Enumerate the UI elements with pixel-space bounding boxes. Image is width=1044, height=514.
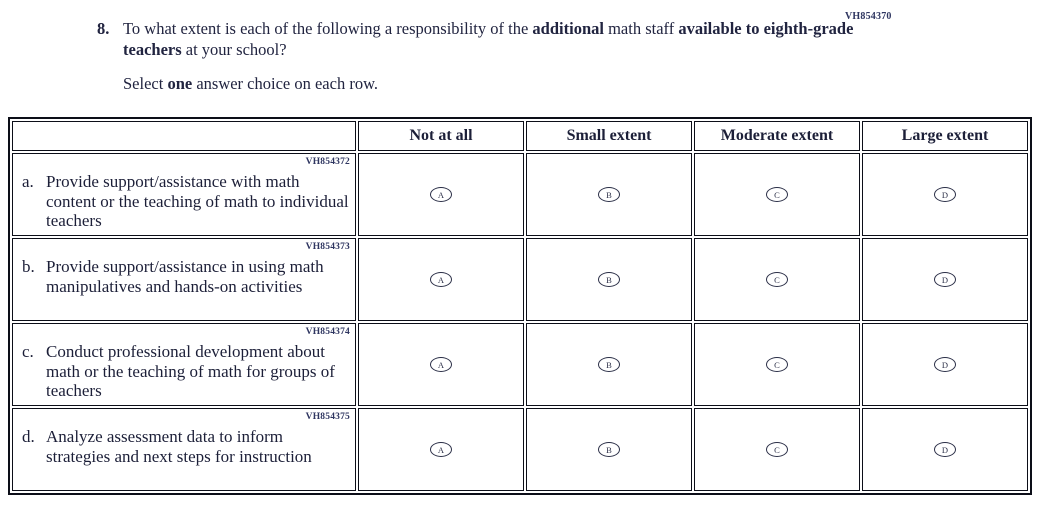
answer-cell xyxy=(694,323,860,406)
answer-cell xyxy=(358,323,524,406)
question-accession-code: VH854370 xyxy=(845,11,892,22)
table-row-c xyxy=(12,323,1028,406)
question-block xyxy=(97,18,867,94)
item-statement xyxy=(18,257,350,296)
table-row-b xyxy=(12,238,1028,321)
stem-text: math staff xyxy=(603,19,679,38)
stem-bold-available: available to eighth-grade teachers xyxy=(123,19,854,59)
answer-cell xyxy=(862,153,1028,236)
answer-cell xyxy=(358,408,524,491)
answer-cell xyxy=(358,238,524,321)
answer-cell xyxy=(526,408,692,491)
answer-cell xyxy=(526,238,692,321)
item-cell-a xyxy=(12,153,356,236)
answer-bubble-c-A[interactable]: A xyxy=(430,357,452,372)
item-letter: a. xyxy=(22,172,34,191)
answer-bubble-d-B[interactable]: B xyxy=(598,442,620,457)
item-letter: c. xyxy=(22,342,34,361)
answer-bubble-d-D[interactable]: D xyxy=(934,442,956,457)
item-letter: d. xyxy=(22,427,35,446)
row-accession-code: VH854373 xyxy=(305,242,350,252)
answer-bubble-c-B[interactable]: B xyxy=(598,357,620,372)
answer-bubble-a-C[interactable]: C xyxy=(766,187,788,202)
answer-bubble-c-D[interactable]: D xyxy=(934,357,956,372)
item-text: Provide support/assistance with math content or the teaching of math to individual teachers xyxy=(46,172,349,230)
column-header-not-at-all: Not at all xyxy=(358,121,524,151)
item-cell-c xyxy=(12,323,356,406)
answer-cell xyxy=(862,323,1028,406)
answer-cell xyxy=(862,238,1028,321)
answer-bubble-d-A[interactable]: A xyxy=(430,442,452,457)
question-number: 8. xyxy=(97,19,110,38)
answer-cell xyxy=(526,153,692,236)
answer-bubble-b-C[interactable]: C xyxy=(766,272,788,287)
question-instruction xyxy=(123,73,867,94)
answer-bubble-d-C[interactable]: C xyxy=(766,442,788,457)
answer-bubble-b-B[interactable]: B xyxy=(598,272,620,287)
question-stem xyxy=(123,18,863,60)
answer-cell xyxy=(526,323,692,406)
response-table xyxy=(8,117,1032,495)
instruction-text: Select xyxy=(123,74,168,93)
corner-cell xyxy=(12,121,356,151)
answer-cell xyxy=(694,408,860,491)
instruction-bold-one: one xyxy=(167,74,193,93)
instruction-text: answer choice on each row. xyxy=(192,74,379,93)
row-accession-code: VH854375 xyxy=(305,412,350,422)
answer-cell xyxy=(358,153,524,236)
question-body xyxy=(123,18,867,94)
column-header-large-extent: Large extent xyxy=(862,121,1028,151)
answer-cell xyxy=(862,408,1028,491)
table-row-a xyxy=(12,153,1028,236)
row-accession-code: VH854372 xyxy=(305,157,350,167)
answer-bubble-a-D[interactable]: D xyxy=(934,187,956,202)
table-row-d xyxy=(12,408,1028,491)
header-row xyxy=(12,121,1028,151)
stem-text: at your school? xyxy=(181,40,287,59)
column-header-moderate-extent: Moderate extent xyxy=(694,121,860,151)
answer-bubble-b-D[interactable]: D xyxy=(934,272,956,287)
item-cell-b xyxy=(12,238,356,321)
row-accession-code: VH854374 xyxy=(305,327,350,337)
item-statement xyxy=(18,342,350,401)
answer-bubble-a-A[interactable]: A xyxy=(430,187,452,202)
stem-bold-additional: additional xyxy=(532,19,604,38)
answer-bubble-a-B[interactable]: B xyxy=(598,187,620,202)
column-header-small-extent: Small extent xyxy=(526,121,692,151)
answer-cell xyxy=(694,153,860,236)
item-statement xyxy=(18,172,350,231)
answer-bubble-c-C[interactable]: C xyxy=(766,357,788,372)
item-letter: b. xyxy=(22,257,35,276)
item-cell-d xyxy=(12,408,356,491)
item-text: Provide support/assistance in using math manipulatives and hands-on activities xyxy=(46,257,324,296)
item-text: Conduct professional development about math or the teaching of math for groups of teachers xyxy=(46,342,335,400)
item-statement xyxy=(18,427,350,466)
answer-cell xyxy=(694,238,860,321)
stem-text: To what extent is each of the following a responsibility of the xyxy=(123,19,533,38)
answer-bubble-b-A[interactable]: A xyxy=(430,272,452,287)
item-text: Analyze assessment data to inform strategies and next steps for instruction xyxy=(46,427,312,466)
